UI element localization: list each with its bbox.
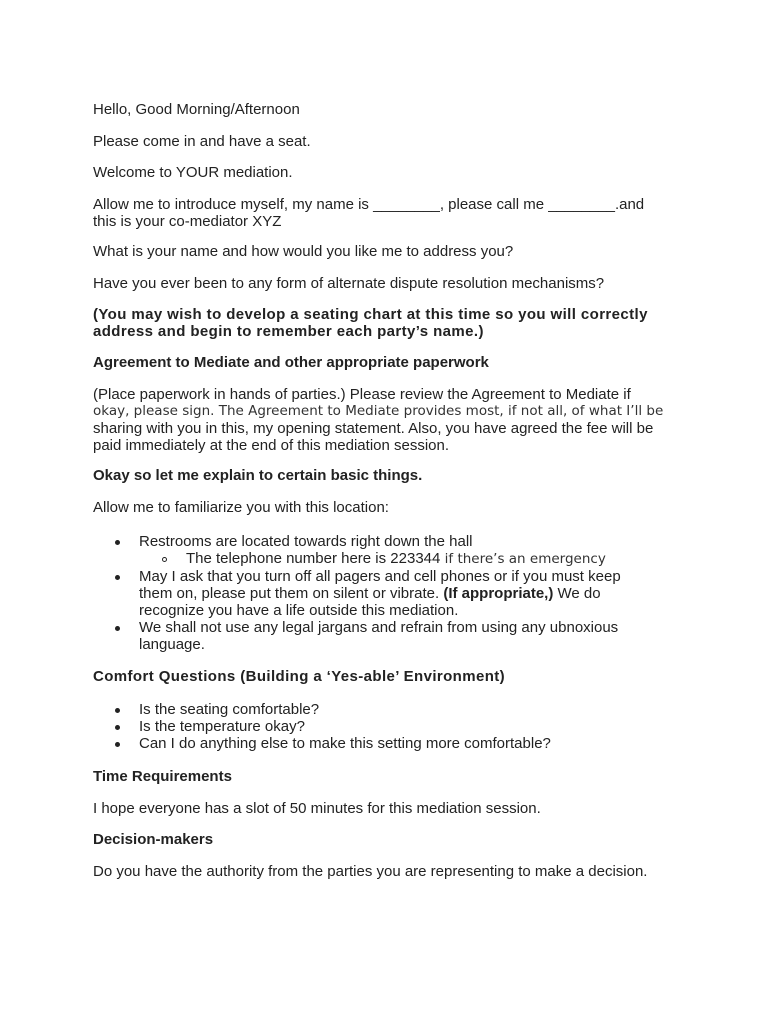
location-bullet-list — [93, 533, 683, 653]
pagers-text-2: We do recognize you have a life outside this mediation. — [139, 585, 601, 619]
comfort-bullet-list — [93, 701, 683, 752]
list-item — [93, 735, 683, 752]
list-item — [93, 533, 683, 568]
bullet-icon — [115, 575, 120, 580]
agreement-line-1: (Place paperwork in hands of parties.) Please review the Agreement to Mediate if — [93, 386, 631, 403]
agreement-line-2: okay, please sign. The Agreement to Mediate provides most, if not all, of what I’ll be — [93, 403, 664, 419]
decision-heading: Decision-makers — [93, 831, 214, 848]
explain-heading: Okay so let me explain to certain basic things. — [93, 467, 423, 484]
agreement-line-3: sharing with you in this, my opening statement. Also, you have agreed the fee will be paid immediately at the end of this mediation session. — [93, 420, 654, 454]
list-item — [93, 568, 639, 619]
seating-note: (You may wish to develop a seating chart at this time so you will correctly address and begin to remember each party’s name.) — [93, 306, 648, 340]
comfort-item-text: Is the temperature okay? — [139, 718, 305, 735]
welcome-line: Welcome to YOUR mediation. — [93, 164, 293, 181]
adr-question-line: Have you ever been to any form of alternate dispute resolution mechanisms? — [93, 275, 605, 292]
list-item — [93, 718, 683, 735]
bullet-icon — [115, 725, 120, 730]
list-item — [139, 550, 683, 568]
introduce-paragraph: Allow me to introduce myself, my name is ________, please call me ________.and this is your co-mediator XYZ — [93, 196, 645, 230]
bullet-icon — [115, 708, 120, 713]
time-text: I hope everyone has a slot of 50 minutes for this mediation session. — [93, 800, 541, 817]
pagers-text-1: May I ask that you turn off all pagers and cell phones or if you must keep them on, please put them on silent or vibrate. — [139, 568, 621, 602]
agreement-heading: Agreement to Mediate and other appropriate paperwork — [93, 354, 489, 371]
comfort-heading: Comfort Questions (Building a ‘Yes-able’ Environment) — [93, 668, 506, 685]
come-in-line: Please come in and have a seat. — [93, 133, 311, 150]
comfort-item-text: Can I do anything else to make this setting more comfortable? — [139, 735, 551, 752]
bullet-icon — [115, 540, 120, 545]
list-item — [93, 619, 639, 653]
greeting-line: Hello, Good Morning/Afternoon — [93, 101, 300, 118]
ask-name-line: What is your name and how would you like me to address you? — [93, 243, 514, 260]
restrooms-text: Restrooms are located towards right down the hall — [139, 533, 473, 550]
time-heading: Time Requirements — [93, 768, 232, 785]
decision-text: Do you have the authority from the parties you are representing to make a decision. — [93, 863, 648, 880]
list-item — [93, 701, 683, 718]
comfort-item-text: Is the seating comfortable? — [139, 701, 320, 718]
sub-bullet-list — [139, 550, 683, 568]
hollow-bullet-icon — [162, 557, 167, 562]
bullet-icon — [115, 742, 120, 747]
telephone-tail-text: if there’s an emergency — [440, 551, 606, 567]
bullet-icon — [115, 626, 120, 631]
telephone-text: The telephone number here is 223344 — [186, 550, 441, 567]
jargon-text: We shall not use any legal jargans and refrain from using any ubnoxious language. — [139, 619, 619, 653]
pagers-bold-text: (If appropriate,) — [443, 585, 554, 602]
familiarize-line: Allow me to familiarize you with this location: — [93, 499, 389, 516]
